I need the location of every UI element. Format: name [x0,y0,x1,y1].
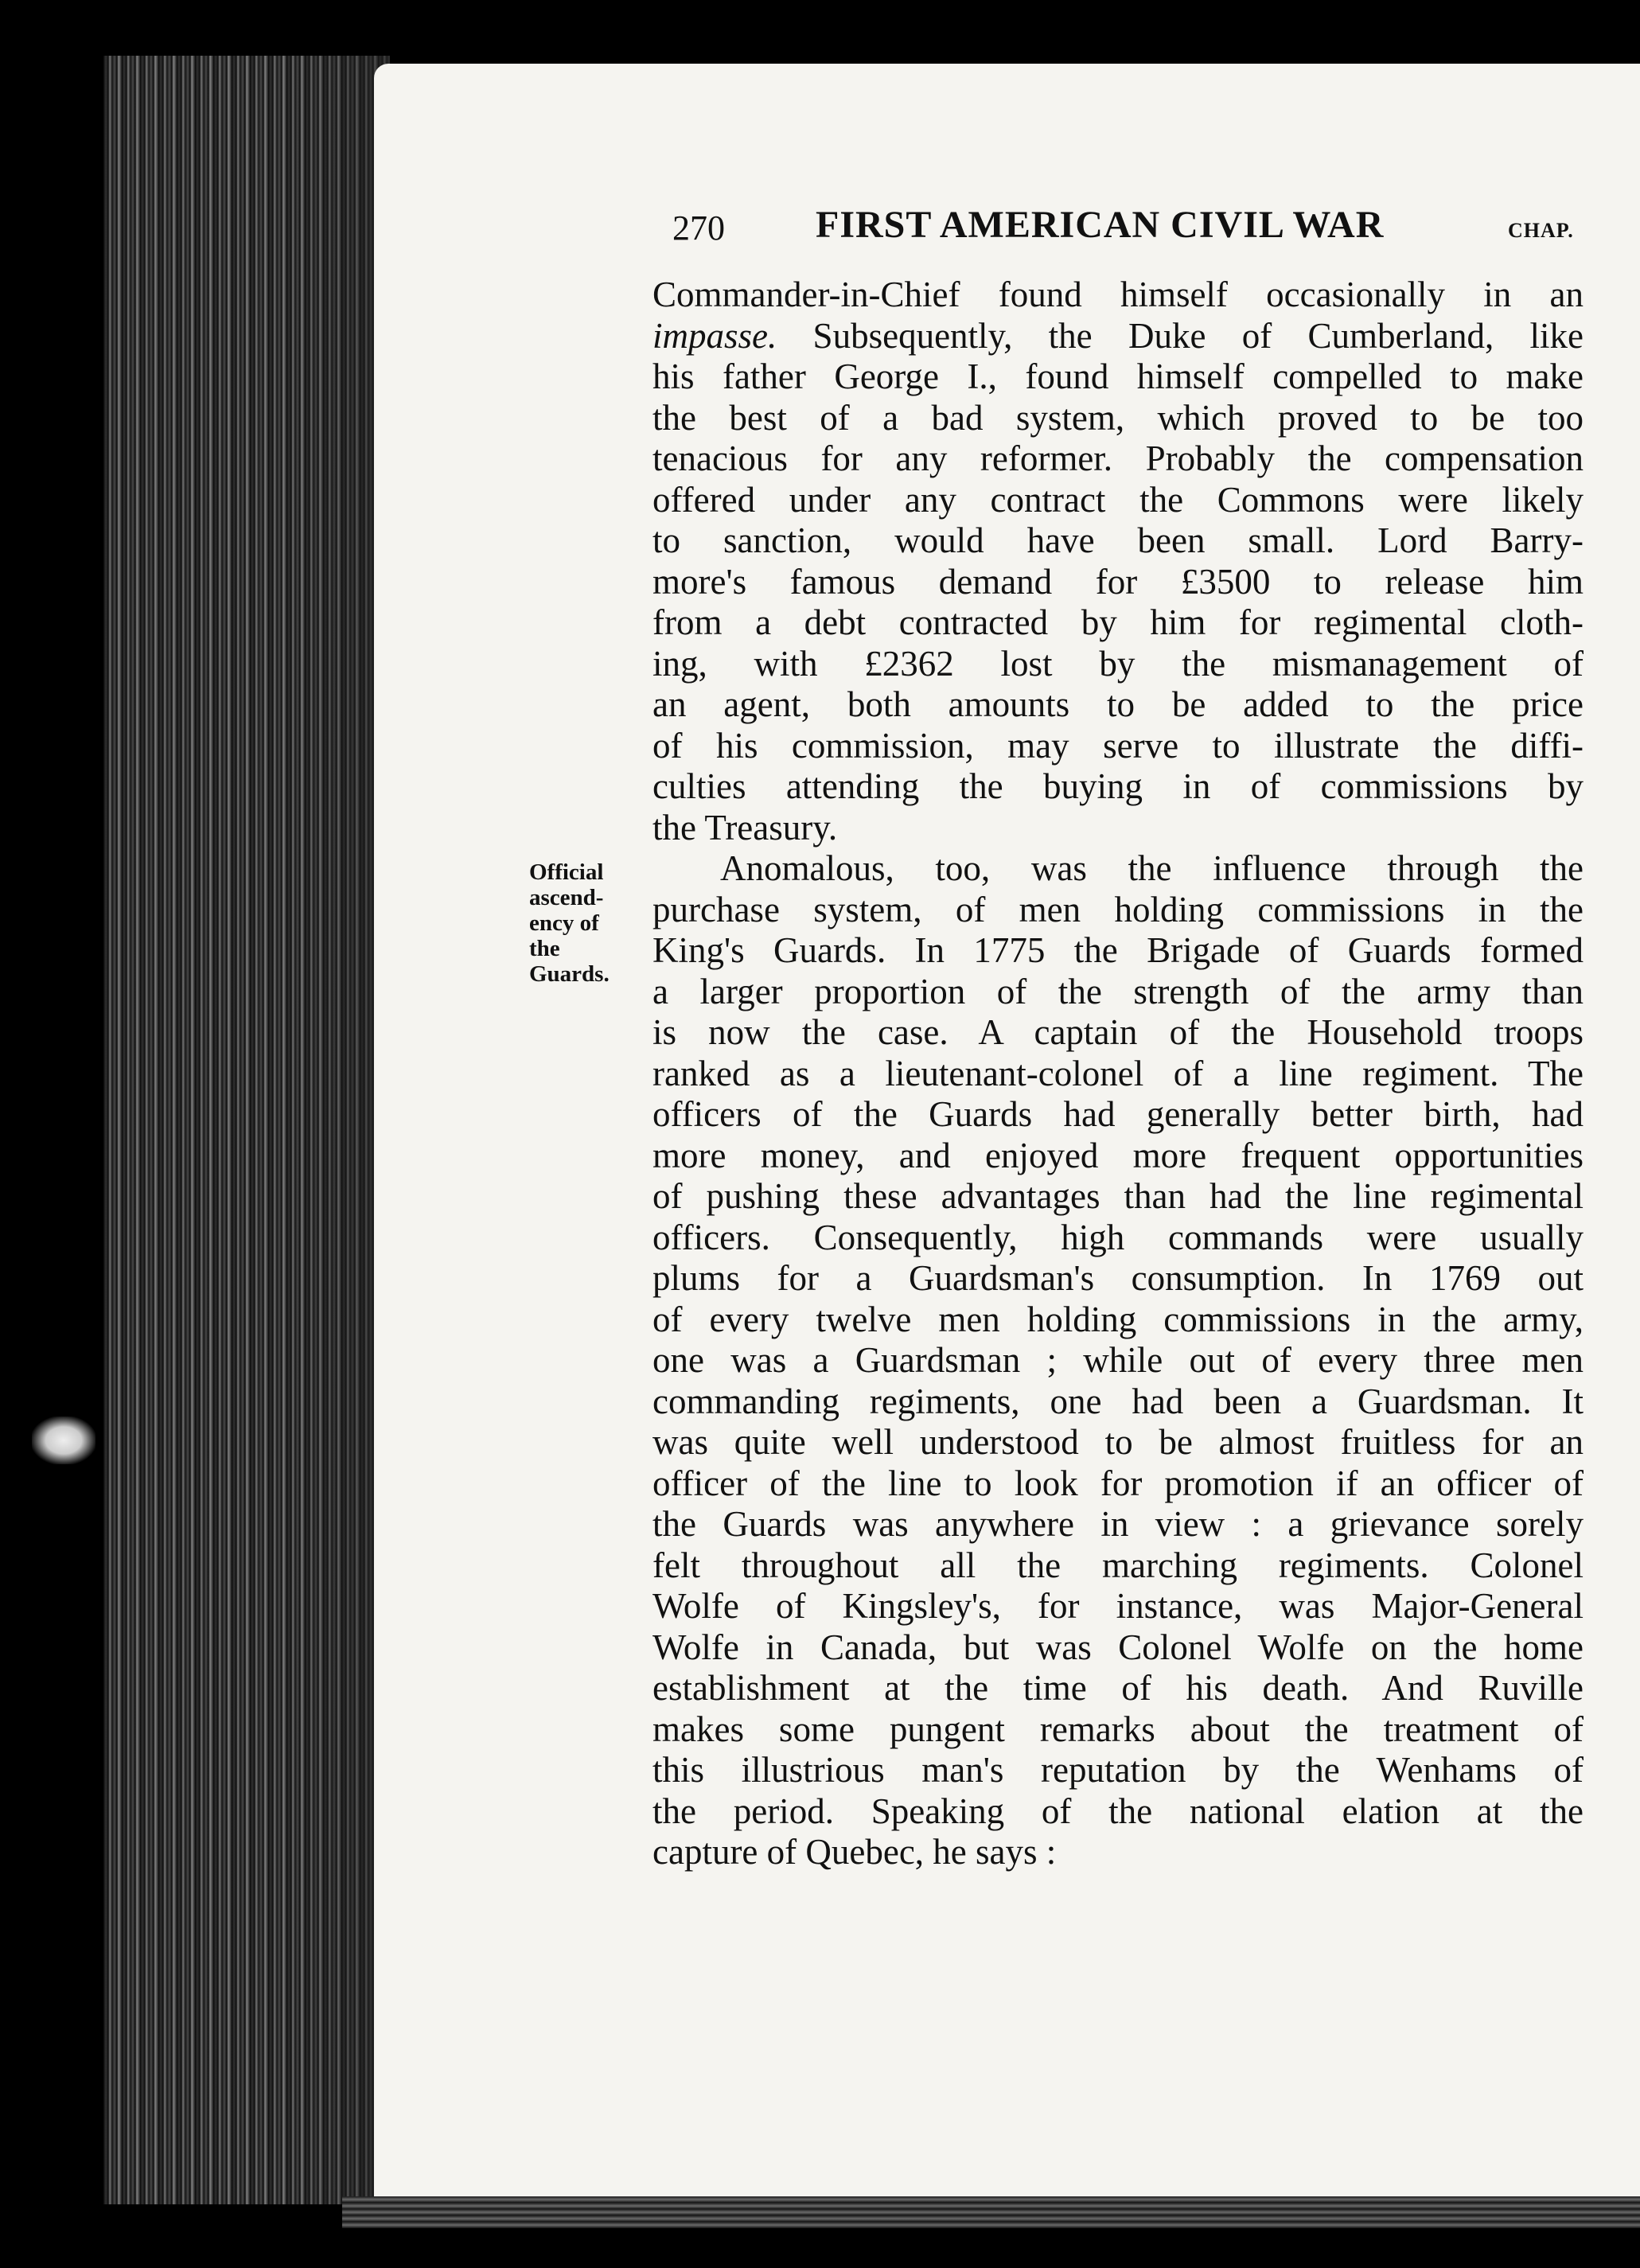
italic-word: impasse. [652,315,777,356]
text-line: plums for a Guardsman's consumption. In 1769 out [652,1258,1584,1298]
page-header [672,203,1580,251]
text-line: of pushing these advantages than had the line regimental [652,1176,1584,1216]
marginal-note-line: ascend- [529,885,604,910]
running-title: FIRST AMERICAN CIVIL WAR [816,204,1385,246]
text-line: purchase system, of men holding commissions in the [652,889,1584,929]
marginal-note [529,859,633,987]
text-line: his father George I., found himself compelled to make [652,357,1584,396]
text-line: establishment at the time of his death. And Ruville [652,1668,1584,1708]
marginal-note-line: Guards. [529,961,610,987]
text-line: more money, and enjoyed more frequent opportunities [652,1135,1584,1175]
page-number: 270 [672,208,725,247]
text-line: Anomalous, too, was the influence through the [720,848,1584,888]
scan-blemish [32,1417,95,1464]
marginal-note-line: ency of [529,910,599,936]
text-line: a larger proportion of the strength of the army than [652,971,1584,1011]
text-line: from a debt contracted by him for regimental cloth- [652,602,1584,642]
text-line: makes some pungent remarks about the treatment of [652,1709,1584,1749]
text-line: of his commission, may serve to illustrate the diffi- [652,725,1584,766]
text-line: ing, with £2362 lost by the mismanagement of [652,643,1584,684]
text-line: tenacious for any reformer. Probably the compensation [652,438,1584,478]
text-line: officers of the Guards had generally better birth, had [652,1094,1584,1134]
text-line: more's famous demand for £3500 to release him [652,561,1584,602]
text-line: this illustrious man's reputation by the Wenhams of [652,1750,1584,1790]
page-bottom-edges [342,2196,1640,2228]
text-line: officers. Consequently, high commands were usually [652,1217,1584,1257]
text-line: capture of Quebec, he says : [652,1832,1057,1872]
text-line: one was a Guardsman ; while out of every three men [652,1340,1584,1380]
text-line: culties attending the buying in of commissions by [652,766,1584,806]
text-line: Wolfe in Canada, but was Colonel Wolfe on the home [652,1627,1584,1667]
marginal-note-line: the [529,936,560,961]
text-line: the Treasury. [652,807,838,848]
text-line: is now the case. A captain of the Household troops [652,1012,1584,1052]
chapter-label: CHAP. [1508,219,1574,242]
text-line: commanding regiments, one had been a Guardsman. It [652,1381,1584,1421]
text-line: of every twelve men holding commissions in the army, [652,1299,1584,1339]
text-line: felt throughout all the marching regiments. Colonel [652,1545,1584,1585]
text-line: ranked as a lieutenant-colonel of a line regiment. The [652,1053,1584,1093]
marginal-note-line: Official [529,859,604,885]
body-text [652,275,1584,1873]
text-line: officer of the line to look for promotion if an officer of [652,1463,1584,1503]
text-line: an agent, both amounts to be added to the price [652,684,1584,724]
text-line: the best of a bad system, which proved to be too [652,397,1584,438]
text-line: impasse. Subsequently, the Duke of Cumberland, like [652,315,1584,356]
text-line: Wolfe of Kingsley's, for instance, was Major-General [652,1586,1584,1626]
text-line: the period. Speaking of the national elation at the [652,1791,1584,1831]
text-line: was quite well understood to be almost fruitless for an [652,1422,1584,1462]
text-line: the Guards was anywhere in view : a grievance sorely [652,1504,1584,1544]
text-line: to sanction, would have been small. Lord Barry- [652,520,1584,560]
text-line: offered under any contract the Commons were likely [652,479,1584,520]
text-line: King's Guards. In 1775 the Brigade of Guards formed [652,930,1584,970]
text-line: Commander-in-Chief found himself occasionally in an [652,275,1584,314]
